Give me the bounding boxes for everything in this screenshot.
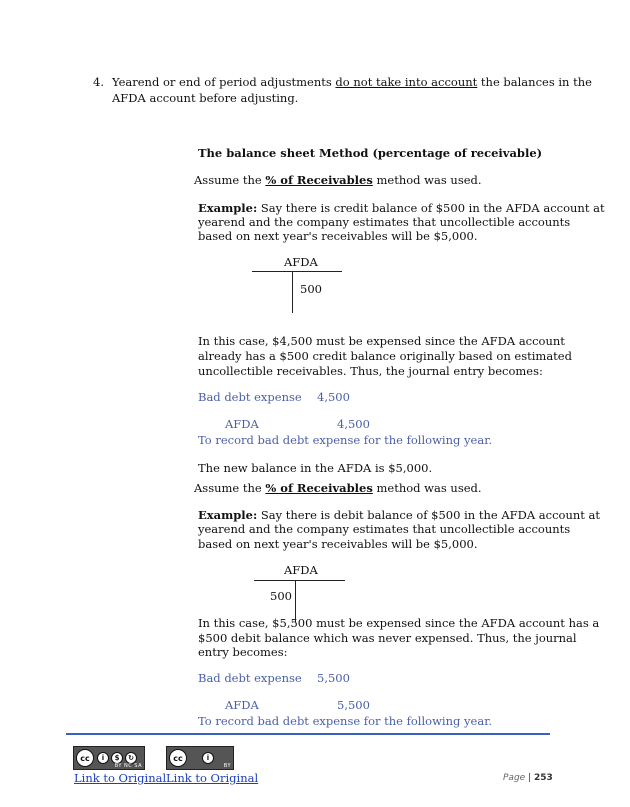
- t-account-top-line: [252, 271, 342, 272]
- je-credit-amount: 5,500: [337, 698, 370, 712]
- assume-after: method was used.: [372, 173, 482, 187]
- link-to-original-2[interactable]: Link to Original: [166, 771, 259, 785]
- je-credit-amount: 4,500: [337, 417, 370, 431]
- t-account-divider: [292, 271, 293, 313]
- example-label: Example:: [198, 201, 258, 215]
- page-number-value: 253: [533, 773, 553, 783]
- badge-sub-label: BY: [223, 763, 231, 769]
- item4-line1: [112, 75, 592, 90]
- example-text: Say there is debit balance of $500 in the AFDA account at: [257, 508, 601, 522]
- assume-after: method was used.: [372, 481, 482, 495]
- example2-line1: [198, 508, 600, 523]
- assume-method: % of Receivables: [265, 173, 373, 187]
- cc-by-nc-sa-badge[interactable]: [73, 746, 145, 770]
- footer-rule: [66, 733, 550, 735]
- explanation1-line2: already has a $500 credit balance originally based on estimated: [198, 349, 572, 363]
- cc-by-badge[interactable]: [166, 746, 234, 770]
- je-debit-account: Bad debt expense: [198, 671, 302, 685]
- noncommercial-icon: $: [111, 752, 123, 764]
- section-heading: The balance sheet Method (percentage of receivable): [198, 146, 543, 160]
- example1-line2: yearend and the company estimates that uncollectible accounts: [198, 215, 571, 229]
- item4-text-after: the balances in the: [477, 75, 592, 89]
- je-credit-account: AFDA: [225, 417, 259, 431]
- example2-line2: yearend and the company estimates that uncollectible accounts: [198, 522, 571, 536]
- share-alike-icon: ↻: [125, 752, 137, 764]
- explanation1-line1: In this case, $4,500 must be expensed since the AFDA account: [198, 334, 565, 348]
- page-number: [503, 773, 553, 783]
- badge-sub-label: BY NC SA: [114, 763, 142, 769]
- assume-before: Assume the: [194, 481, 266, 495]
- t-account-top-line: [254, 580, 345, 581]
- example1-line3: based on next year's receivables will be $5,000.: [198, 229, 478, 243]
- assume-method: % of Receivables: [265, 481, 373, 495]
- attribution-icon: i: [97, 752, 109, 764]
- explanation2-line2: $500 debit balance which was never expensed. Thus, the journal: [198, 631, 577, 645]
- example2-line3: based on next year's receivables will be $5,000.: [198, 537, 478, 551]
- assume-line-2: [194, 481, 482, 496]
- link-to-original-1[interactable]: Link to Original: [74, 771, 167, 785]
- item4-text-underlined: do not take into account: [335, 75, 478, 89]
- je-credit-account: AFDA: [225, 698, 259, 712]
- assume-line-1: [194, 173, 482, 188]
- item4-line2: AFDA account before adjusting.: [112, 91, 299, 105]
- assume-before: Assume the: [194, 173, 266, 187]
- je-memo: To record bad debt expense for the following year.: [198, 714, 493, 728]
- t-account-credit-value: 500: [300, 282, 322, 296]
- new-balance: The new balance in the AFDA is $5,000.: [198, 461, 433, 475]
- je-debit-account: Bad debt expense: [198, 390, 302, 404]
- explanation2-line3: entry becomes:: [198, 645, 288, 659]
- je-memo: To record bad debt expense for the following year.: [198, 433, 493, 447]
- page-separator: |: [525, 773, 534, 783]
- page-label: Page: [503, 773, 526, 783]
- cc-icon: cc: [76, 749, 94, 767]
- example-text: Say there is credit balance of $500 in the AFDA account at: [257, 201, 605, 215]
- attribution-icon: i: [202, 752, 214, 764]
- t-account-debit-value: 500: [270, 589, 292, 603]
- t-account-title: AFDA: [284, 563, 318, 577]
- je-debit-amount: 5,500: [317, 671, 350, 685]
- example1-line1: [198, 201, 605, 216]
- cc-icon: cc: [169, 749, 187, 767]
- item4-text-before: Yearend or end of period adjustments: [112, 75, 336, 89]
- explanation1-line3: uncollectible receivables. Thus, the journal entry becomes:: [198, 364, 543, 378]
- je-debit-amount: 4,500: [317, 390, 350, 404]
- list-number: 4.: [93, 75, 104, 89]
- explanation2-line1: In this case, $5,500 must be expensed since the AFDA account has a: [198, 616, 600, 630]
- example-label: Example:: [198, 508, 258, 522]
- t-account-title: AFDA: [284, 255, 318, 269]
